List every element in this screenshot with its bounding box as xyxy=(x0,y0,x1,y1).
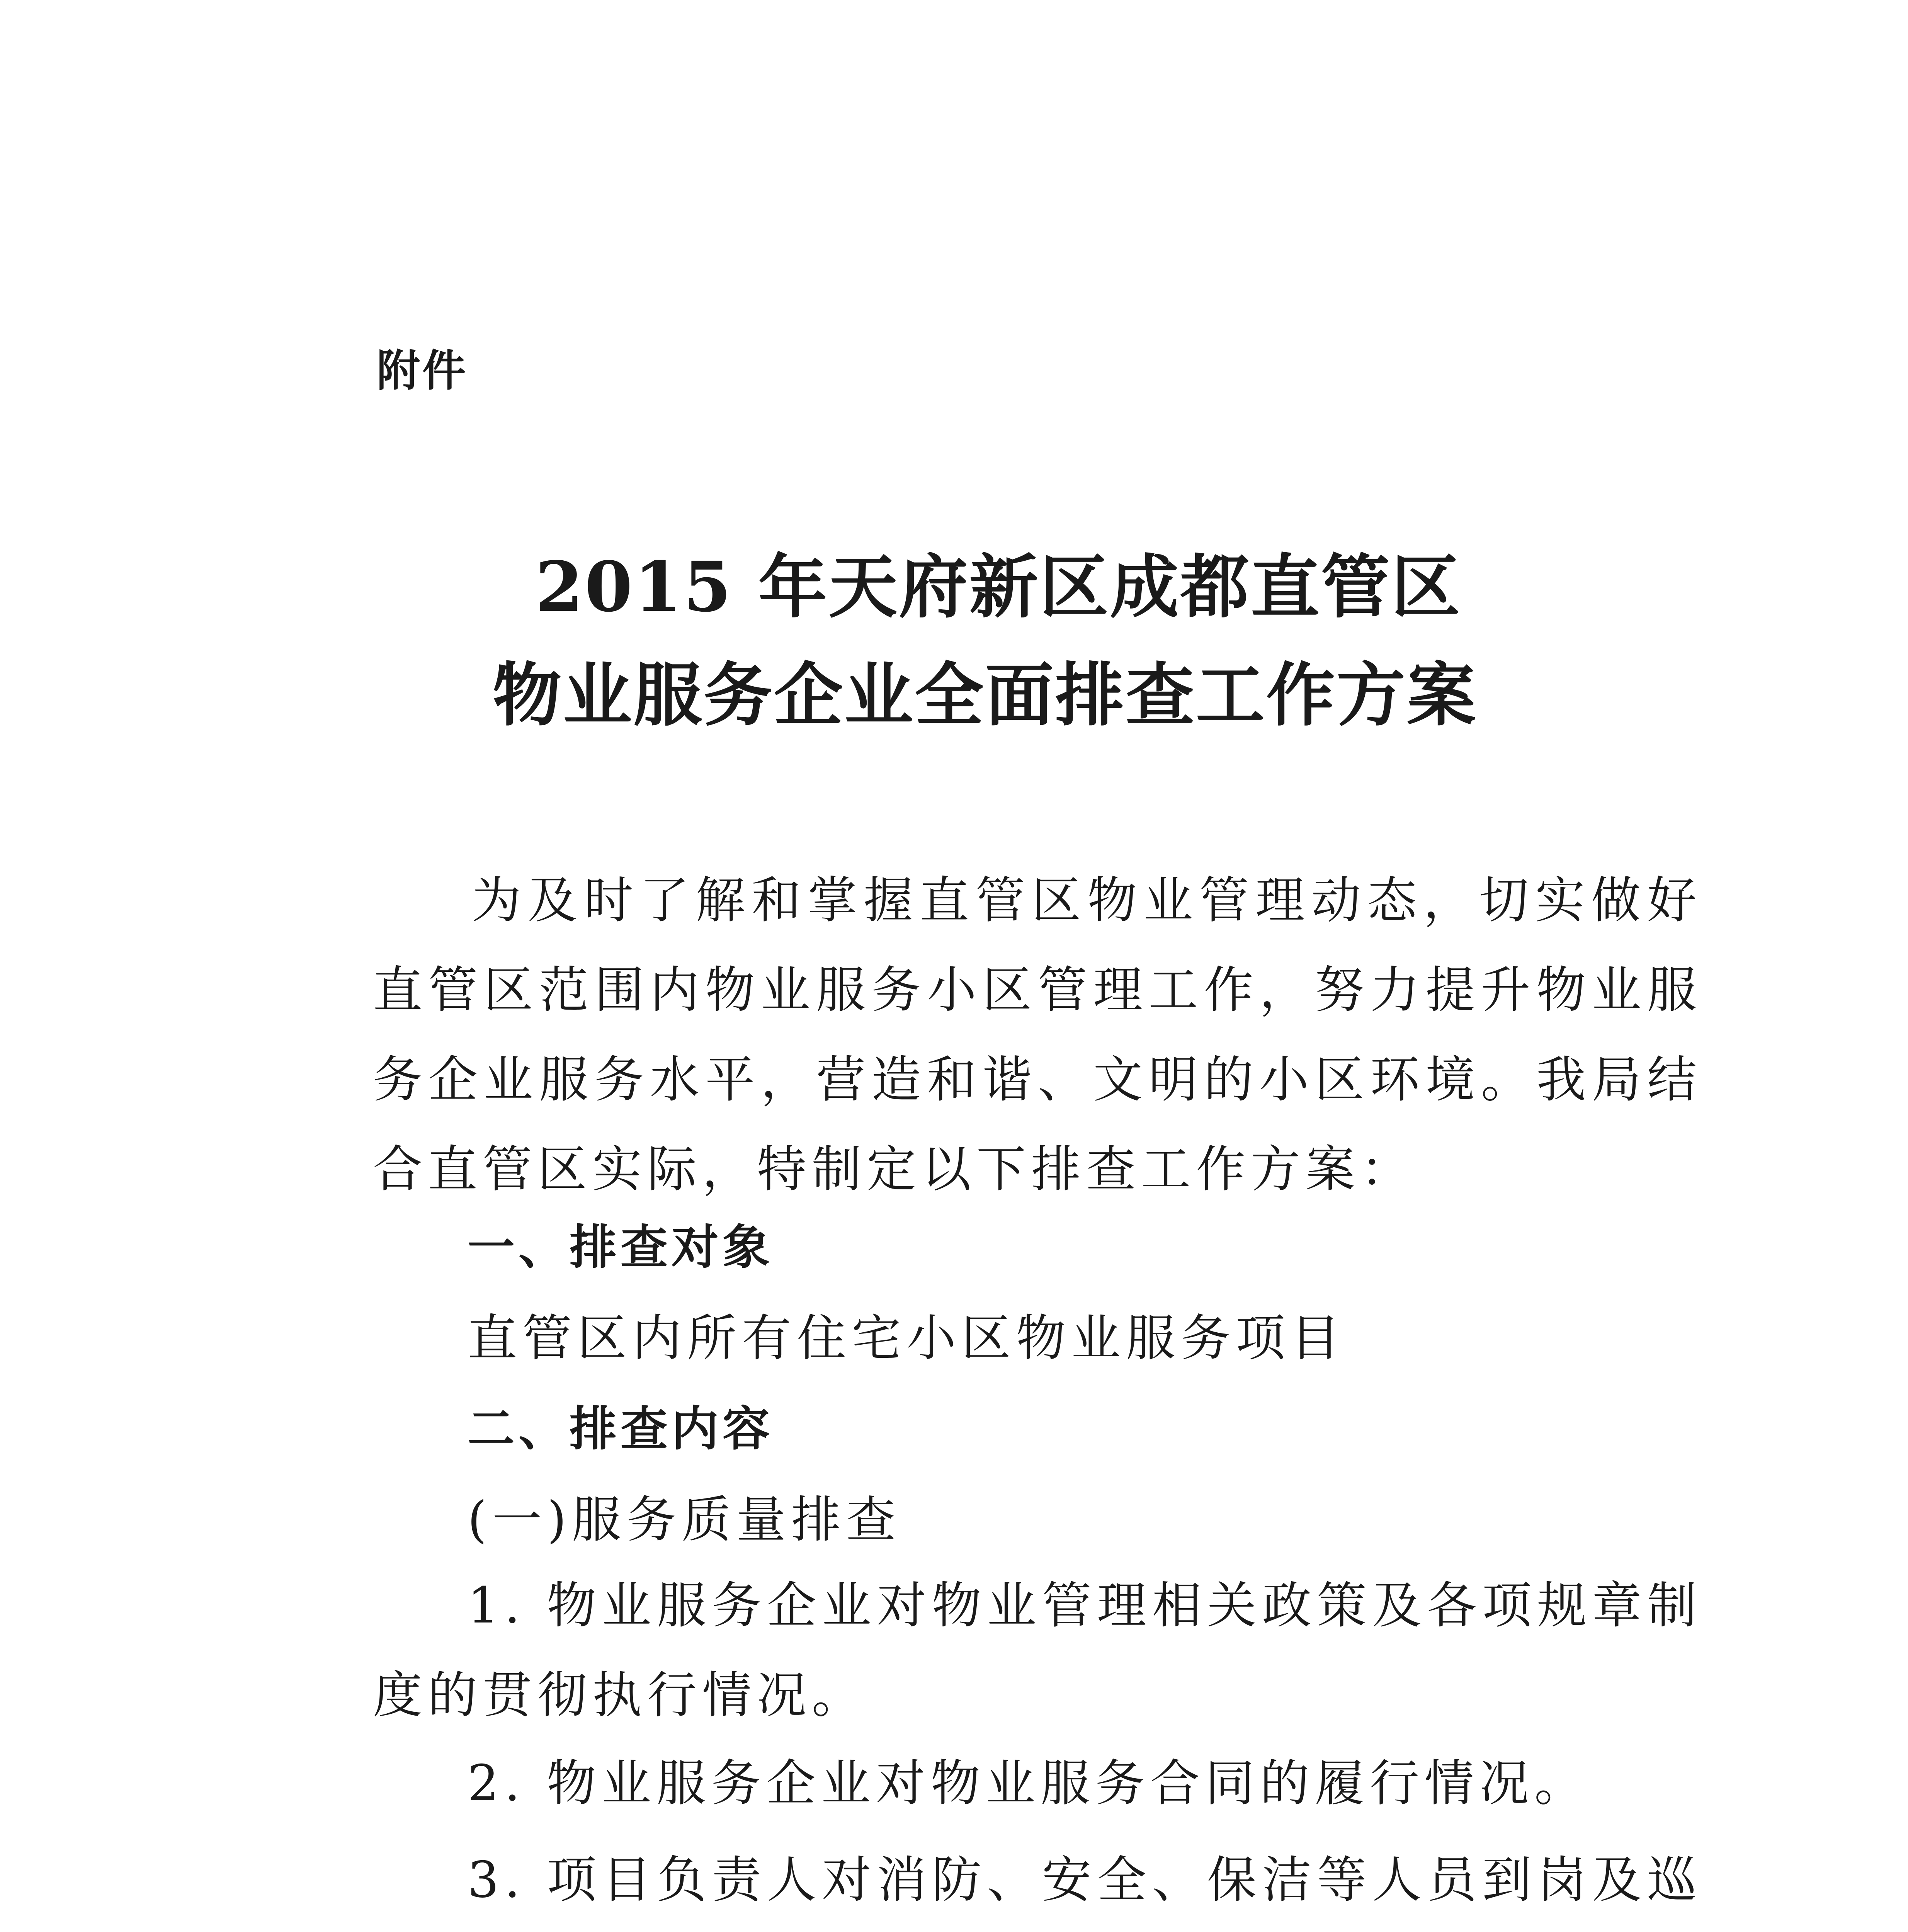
section-1-heading: 一、排查对象 xyxy=(468,1220,774,1275)
document-title-line-2: 物业服务企业全面排查工作方案 xyxy=(493,655,1477,735)
document-title-line-1: 2015 年天府新区成都直管区 xyxy=(535,546,1462,627)
section-1-text: 直管区内所有住宅小区物业服务项目 xyxy=(468,1310,1346,1367)
section-2-heading: 二、排查内容 xyxy=(468,1401,774,1456)
attachment-label: 附件 xyxy=(377,346,468,396)
list-item: 1. 物业服务企业对物业管理相关政策及各项规章制度的贯彻执行情况。 xyxy=(373,1577,1702,1724)
list-item xyxy=(373,1928,1702,1932)
subsection-1-heading: (一)服务质量排查 xyxy=(468,1491,901,1549)
list-item: 3. 项目负责人对消防、安全、保洁等人员到岗及巡 xyxy=(468,1851,1702,1909)
list-item: 2. 物业服务企业对物业服务合同的履行情况。 xyxy=(468,1755,1589,1812)
intro-paragraph: 为及时了解和掌握直管区物业管理动态，切实做好直管区范围内物业服务小区管理工作，努力提升物业服务企业服务水平，营造和谐、文明的小区环境。我局结合直管区实际，特制定以下排查工作方案： xyxy=(373,872,1702,1198)
